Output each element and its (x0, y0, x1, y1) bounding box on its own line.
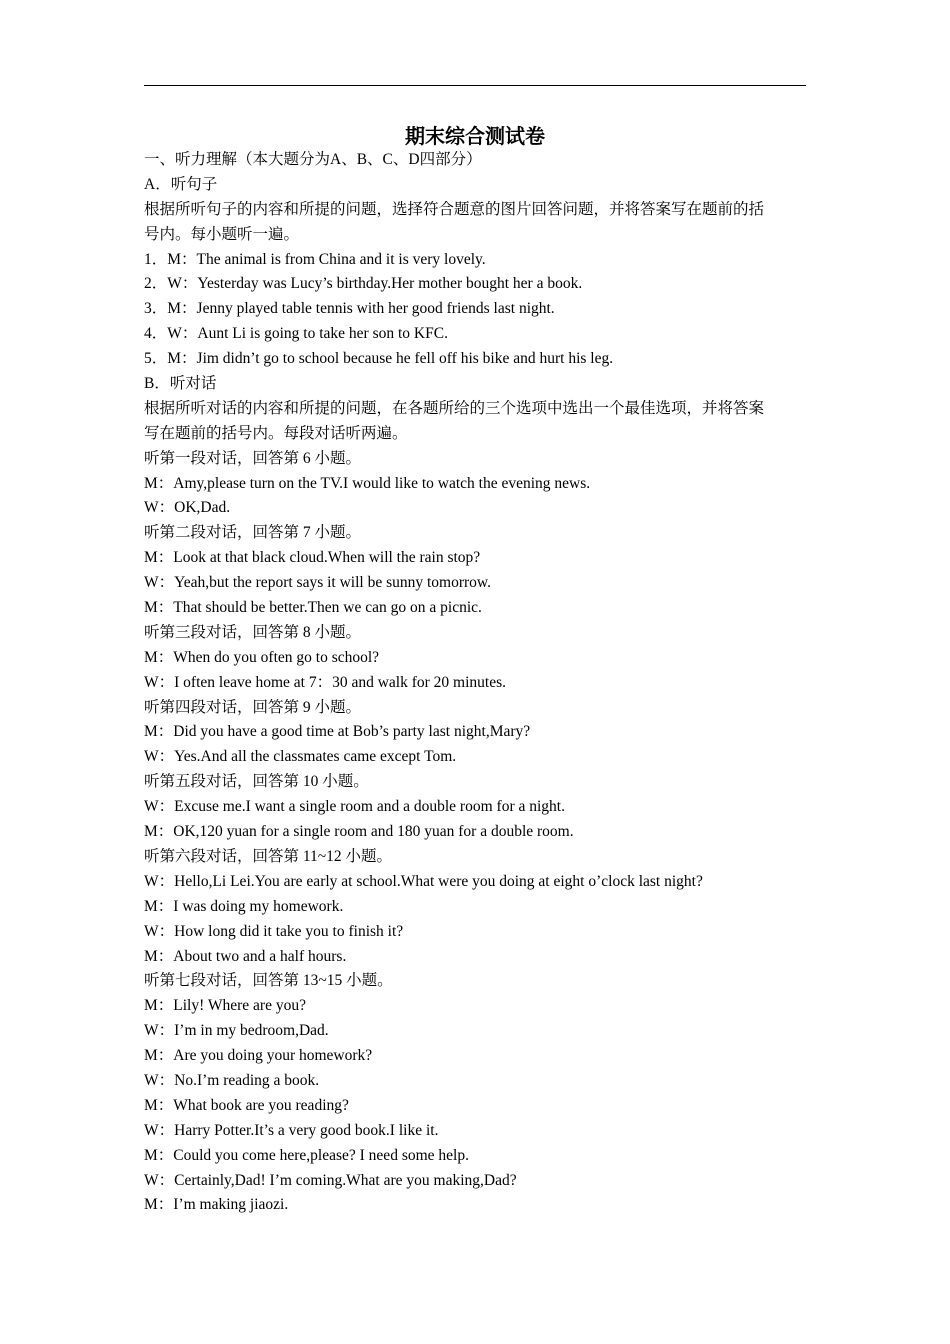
dialogue-line: M：About two and a half hours. (144, 947, 347, 965)
dialogue-line: M：When do you often go to school? (144, 648, 380, 666)
dialogue-line: W：I often leave home at 7：30 and walk for 20 minutes. (144, 673, 506, 691)
section-heading-listening: 一、听力理解（本大题分为A、B、C、D四部分） (144, 151, 482, 168)
part-b-instruction-line-1: 根据所听对话的内容和所提的问题，在各题所给的三个选项中选出一个最佳选项，并将答案 (144, 399, 765, 417)
dialogue-line: M：Could you come here,please? I need some help. (144, 1146, 469, 1164)
sentence-2: 2．W：Yesterday was Lucy’s birthday.Her mother bought her a book. (144, 275, 583, 293)
part-a-heading: A．听句子 (144, 175, 218, 193)
dialogue-line: W：OK,Dad. (144, 499, 231, 517)
dialogue-line: W：Excuse me.I want a single room and a double room for a night. (144, 798, 565, 816)
sentence-5: 5．M：Jim didn’t go to school because he fell off his bike and hurt his leg. (144, 350, 614, 368)
dialogue-1-heading: 听第一段对话，回答第 6 小题。 (144, 449, 362, 467)
dialogue-7-heading: 听第七段对话，回答第 13~15 小题。 (144, 972, 393, 990)
dialogue-line: W：Harry Potter.It’s a very good book.I like it. (144, 1121, 439, 1139)
dialogue-line: W：Certainly,Dad! I’m coming.What are you making,Dad? (144, 1171, 517, 1189)
part-a-instruction-line-2: 号内。每小题听一遍。 (144, 225, 300, 243)
dialogue-5-heading: 听第五段对话，回答第 10 小题。 (144, 773, 369, 791)
sentence-1: 1．M：The animal is from China and it is very lovely. (144, 250, 486, 268)
dialogue-line: W：No.I’m reading a book. (144, 1071, 320, 1089)
dialogue-line: W：Yes.And all the classmates came except Tom. (144, 748, 457, 766)
dialogue-line: W：Hello,Li Lei.You are early at school.What were you doing at eight o’clock last night? (144, 872, 703, 890)
page-title: 期末综合测试卷 (405, 124, 545, 148)
dialogue-line: W：Yeah,but the report says it will be sunny tomorrow. (144, 574, 491, 592)
dialogue-line: M：I was doing my homework. (144, 897, 344, 915)
sentence-3: 3．M：Jenny played table tennis with her good friends last night. (144, 300, 555, 318)
dialogue-line: W：I’m in my bedroom,Dad. (144, 1022, 329, 1040)
dialogue-line: M：Are you doing your homework? (144, 1047, 373, 1065)
part-a-instruction-line-1: 根据所听句子的内容和所提的问题，选择符合题意的图片回答问题，并将答案写在题前的括 (144, 200, 765, 218)
header-rule (144, 85, 806, 86)
part-b-instruction-line-2: 写在题前的括号内。每段对话听两遍。 (144, 424, 408, 442)
dialogue-6-heading: 听第六段对话，回答第 11~12 小题。 (144, 847, 393, 865)
dialogue-line: M：I’m making jiaozi. (144, 1196, 289, 1214)
document-body (144, 148, 808, 1218)
dialogue-line: M：Amy,please turn on the TV.I would like to watch the evening news. (144, 474, 591, 492)
dialogue-line: W：How long did it take you to finish it? (144, 922, 404, 940)
dialogue-2-heading: 听第二段对话，回答第 7 小题。 (144, 524, 362, 542)
dialogue-line: M：OK,120 yuan for a single room and 180 yuan for a double room. (144, 823, 574, 841)
dialogue-line: M：Lily! Where are you? (144, 997, 306, 1015)
part-b-heading: B．听对话 (144, 375, 217, 393)
dialogue-3-heading: 听第三段对话，回答第 8 小题。 (144, 623, 362, 641)
dialogue-line: M：What book are you reading? (144, 1096, 349, 1114)
dialogue-line: M：Look at that black cloud.When will the rain stop? (144, 549, 481, 567)
dialogue-4-heading: 听第四段对话，回答第 9 小题。 (144, 698, 362, 716)
dialogue-line: M：That should be better.Then we can go on a picnic. (144, 599, 482, 617)
dialogue-line: M：Did you have a good time at Bob’s party last night,Mary? (144, 723, 531, 741)
sentence-4: 4．W：Aunt Li is going to take her son to KFC. (144, 325, 448, 343)
